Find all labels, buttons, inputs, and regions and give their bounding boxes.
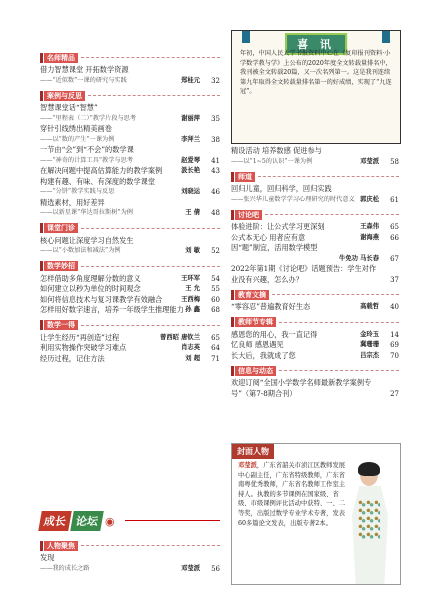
entry-page: 46 (211, 188, 220, 196)
entry-subtitle: ——“神奇的计算工具”教学与思考 (40, 156, 133, 164)
entry-title: 忆良师 感恩遇见 (231, 340, 284, 349)
toc-entry[interactable] (40, 65, 220, 86)
entry-title: 借力智慧课堂 开拓数学资源 (40, 65, 129, 74)
toc-entry[interactable] (231, 233, 399, 244)
decor-stripe-right (382, 31, 390, 43)
toc-entry[interactable] (231, 330, 399, 341)
section-header (40, 540, 220, 551)
entry-title: 核心问题让深度学习自然发生 (40, 235, 134, 245)
entry-page: 52 (211, 247, 220, 255)
entry-author: 曾西昭 唐钦兰 (160, 333, 200, 341)
entry-author: 李拜兰 (181, 135, 200, 143)
entry-title: 感恩您的用心，我一直记得 (231, 329, 318, 339)
entry-page: 60 (211, 295, 220, 304)
header-rule (125, 520, 220, 521)
toc-entry[interactable] (231, 184, 399, 205)
section-header (40, 261, 220, 272)
entry-page: 64 (211, 344, 220, 352)
entry-title: 精设活动 培养数感 促进参与 (231, 146, 322, 155)
entry-page: 70 (390, 351, 399, 360)
section-rule (81, 545, 220, 546)
section-rule (258, 176, 399, 177)
entry-title: 让学生经历“再创造”过程 (40, 332, 120, 342)
section-header (231, 365, 399, 376)
banner-text (240, 49, 394, 97)
section-title: 人物聚焦 (44, 541, 78, 551)
section-rule (81, 325, 220, 326)
section-title: 名师精品 (44, 53, 78, 63)
section-header (40, 52, 220, 63)
growth-label: 成长 (38, 511, 72, 531)
entry-page: 61 (390, 195, 399, 204)
entry-page: 66 (390, 233, 399, 242)
toc-entry[interactable] (40, 166, 220, 177)
toc-entry[interactable] (40, 236, 220, 257)
entry-title: 构建有趣、有味、有深度的数学课堂 (40, 176, 156, 186)
section-header (40, 90, 220, 101)
entry-title: 欢迎订阅“全国小学数学名师最新教学案例专号”（第7-8期合刊） (231, 378, 372, 398)
entry-author: 刘晓运 (181, 188, 200, 195)
entry-title: 发现 (40, 553, 55, 562)
entry-subtitle: ——“里程表（二）”教学片段与思考 (40, 114, 137, 122)
toc-entry[interactable] (40, 284, 220, 295)
entry-page: 65 (390, 223, 399, 231)
toc-entry[interactable] (231, 264, 399, 285)
person-pattern (358, 500, 380, 540)
toc-entry[interactable] (40, 103, 220, 124)
entry-author: 汲长艳 (181, 167, 200, 174)
entry-author: 牛免功 马长春 (339, 254, 379, 262)
section-marker (231, 172, 234, 182)
section-title: 数学妙招 (44, 261, 78, 271)
toc-entry[interactable] (40, 305, 220, 316)
entry-author: 郭庆松 (360, 195, 379, 203)
cover-text (238, 461, 350, 528)
entry-author: 赵爱琴 (181, 156, 200, 164)
entry-title: 如何将信息技术与复习课教学有效融合 (40, 294, 163, 304)
growth-column (40, 536, 220, 574)
entry-page: 41 (211, 156, 220, 165)
section-rule (279, 370, 399, 371)
toc-entry[interactable] (40, 354, 220, 365)
entry-title: 在解决问题中提高估算能力的教学案例 (40, 166, 163, 175)
toc-entry[interactable] (231, 243, 399, 254)
entry-author: 谢海燕 (360, 233, 379, 241)
entry-title: 怎样用好数字速言，培养一年级学生推理能力 (40, 305, 184, 314)
section-title: 师道 (235, 172, 255, 182)
section-marker (231, 290, 234, 300)
entry-title: 智慧课堂话“智慧” (40, 103, 98, 112)
section-rule (279, 322, 399, 323)
entry-page: 43 (211, 167, 220, 175)
growth-forum-header (40, 510, 220, 532)
toc-entry[interactable] (40, 295, 220, 306)
toc-entry[interactable] (40, 343, 220, 354)
section-marker (40, 91, 43, 101)
entry-page: 35 (211, 114, 220, 123)
section-header (231, 209, 399, 220)
toc-entry[interactable] (231, 351, 399, 362)
section-marker (40, 541, 43, 551)
entry-author: 王 倩 (185, 209, 200, 216)
toc-entry[interactable] (40, 274, 220, 285)
entry-page: 37 (390, 275, 399, 284)
entry-author: 刘 超 (185, 354, 200, 362)
entry-title: 回归儿童，回归科学，回归实践 (231, 184, 332, 193)
entry-subtitle: ——“近似数”一课的研究与实践 (40, 76, 127, 84)
section-marker (231, 366, 234, 376)
banner-body: 年初，中国人民大学书报资料中心在《复印报刊资料·小学数学教与学》上公布的2020年度全文转载量排名中，我刊被全文转载20篇，又一次名列第一。这是我刊连续第九年取得全文转载量排名第一的好成绩，实现了“九连冠”。 (240, 50, 392, 96)
entry-author: 刘 敏 (185, 247, 200, 254)
section-rule (81, 57, 220, 58)
left-column (40, 48, 220, 364)
entry-title: 体验进阶：让公式学习更深刻 (231, 222, 325, 231)
section-title: 教育文摘 (235, 290, 269, 300)
section-title: 信息与动态 (235, 366, 276, 376)
entry-page: 65 (211, 333, 220, 342)
entry-author: 肖志英 (181, 344, 200, 351)
banner-title: 喜 讯 (285, 33, 347, 55)
entry-page: 71 (211, 354, 220, 363)
toc-entry[interactable] (40, 124, 220, 145)
cover-person-box (231, 443, 401, 585)
toc-entry[interactable] (231, 222, 399, 233)
section-rule (265, 214, 399, 215)
entry-page: 56 (211, 564, 220, 573)
entry-page: 40 (390, 303, 399, 311)
section-marker (231, 317, 234, 327)
section-header (40, 223, 220, 234)
entry-title: 长大后，我就成了您 (231, 350, 296, 360)
toc-entry[interactable] (40, 198, 220, 219)
entry-page: 68 (211, 306, 220, 314)
section-title: 课堂门诊 (44, 223, 78, 233)
section-marker (231, 210, 234, 220)
entry-subtitle: ——以“1~5的认识”一课为例 (231, 157, 313, 165)
entry-title: 精选素材，用好差异 (40, 197, 105, 207)
entry-author: 王西梅 (181, 295, 200, 303)
section-marker (40, 223, 43, 233)
entry-page: 58 (390, 157, 399, 166)
entry-title: 如何建立以秒为单位的时间观念 (40, 284, 141, 293)
section-header (231, 317, 399, 328)
entry-page: 27 (390, 389, 399, 398)
section-title: 数学一得 (44, 320, 78, 330)
right-column (231, 146, 399, 399)
entry-subtitle: ——我的成长之路 (40, 564, 90, 572)
globe-icon: ◉ (105, 515, 115, 528)
entry-subtitle: ——以新星课“华达哥拉斯树”为例 (40, 209, 133, 216)
entry-author: 高载哲 (360, 303, 379, 310)
entry-author: 王环军 (181, 274, 200, 282)
person-hair (358, 462, 380, 476)
toc-entry[interactable] (231, 378, 399, 399)
entry-title: 利用实物操作突破学习难点 (40, 343, 127, 352)
forum-label: 论坛 (70, 511, 104, 531)
toc-entry[interactable] (231, 302, 399, 313)
section-header (231, 171, 399, 182)
entry-author: 冀珊珊 (360, 341, 379, 348)
toc-entry[interactable] (40, 177, 220, 198)
entry-title: 经历过程，记住方法 (40, 353, 105, 363)
section-header (231, 289, 399, 300)
entry-author: 孙 鑫 (185, 306, 200, 313)
top-decoration (0, 0, 427, 10)
cover-name: 邓莹派 (238, 462, 257, 469)
section-rule (81, 266, 220, 267)
section-title: 案例与反思 (44, 91, 85, 101)
entry-author: 吕宗杰 (360, 351, 379, 359)
cover-person-image (344, 460, 396, 584)
section-marker (40, 320, 43, 330)
toc-entry[interactable] (231, 340, 399, 351)
entry-author: 邓莹派 (181, 564, 200, 572)
entry-page: 32 (211, 76, 220, 85)
entry-title: 穿针引线绣出精美画卷 (40, 124, 112, 133)
entry-title: 2022年第1期《讨论吧》话题预告：学生对作业没有兴趣，怎么办？ (231, 264, 377, 284)
entry-page: 48 (211, 209, 220, 217)
entry-page: 38 (211, 135, 220, 144)
toc-entry[interactable] (40, 333, 220, 344)
entry-page: 67 (390, 254, 399, 263)
toc-entry[interactable] (231, 254, 399, 265)
entry-page: 55 (211, 285, 220, 293)
entry-title: 公式本无心 用者应有意 (231, 232, 306, 242)
section-title: 教师节专辑 (235, 317, 276, 327)
entry-title: “零容忍”普遍教育好生态 (231, 302, 311, 311)
entry-subtitle: ——以“小数加法和减法”为例 (40, 247, 121, 254)
entry-author: 郑桂元 (181, 76, 200, 84)
entry-page: 69 (390, 341, 399, 349)
entry-subtitle: ——“分饼”教学实践与反思 (40, 188, 115, 195)
cover-description: ，广东省韶关市浈江区教师发展中心副主任，广东省特级教师，广东省南粤优秀教师，广东省名教师工作室主持人。执教的多节课例在国家级、省级、市级课例评比活动中获特、一、二等奖，出版过数学专业学术专著，发表60多篇论文发表，出版专著2本。 (238, 462, 346, 527)
entry-author: 王森伟 (360, 223, 379, 230)
entry-title: 一节由“会”到“不会”的数学课 (40, 145, 134, 154)
entry-author: 邓莹派 (360, 157, 379, 165)
entry-subtitle: ——张兴华儿童数学学习心理研究的时代意义 (231, 195, 355, 203)
section-rule (88, 95, 220, 96)
section-header (40, 320, 220, 331)
entry-page: 54 (211, 274, 220, 283)
section-marker (40, 261, 43, 271)
section-rule (81, 228, 220, 229)
entry-subtitle: ——以“数的产生”一课为例 (40, 135, 115, 143)
toc-entry[interactable] (40, 553, 220, 574)
cover-title: 封面人物 (232, 444, 274, 459)
section-title: 讨论吧 (235, 210, 262, 220)
announcement-banner (231, 30, 401, 144)
section-rule (272, 294, 399, 295)
toc-entry[interactable] (231, 146, 399, 167)
entry-author: 谢丽萍 (181, 114, 200, 122)
entry-author: 金玲玉 (360, 330, 379, 338)
entry-title: 怎样借助多角度理解分数的意义 (40, 273, 141, 283)
section-marker (40, 53, 43, 63)
entry-title: 因“题”制宜，活用数学模型 (231, 243, 318, 252)
decor-stripe-left (242, 31, 250, 43)
toc-entry[interactable] (40, 145, 220, 166)
entry-author: 王 允 (185, 285, 200, 292)
entry-page: 14 (390, 330, 399, 339)
